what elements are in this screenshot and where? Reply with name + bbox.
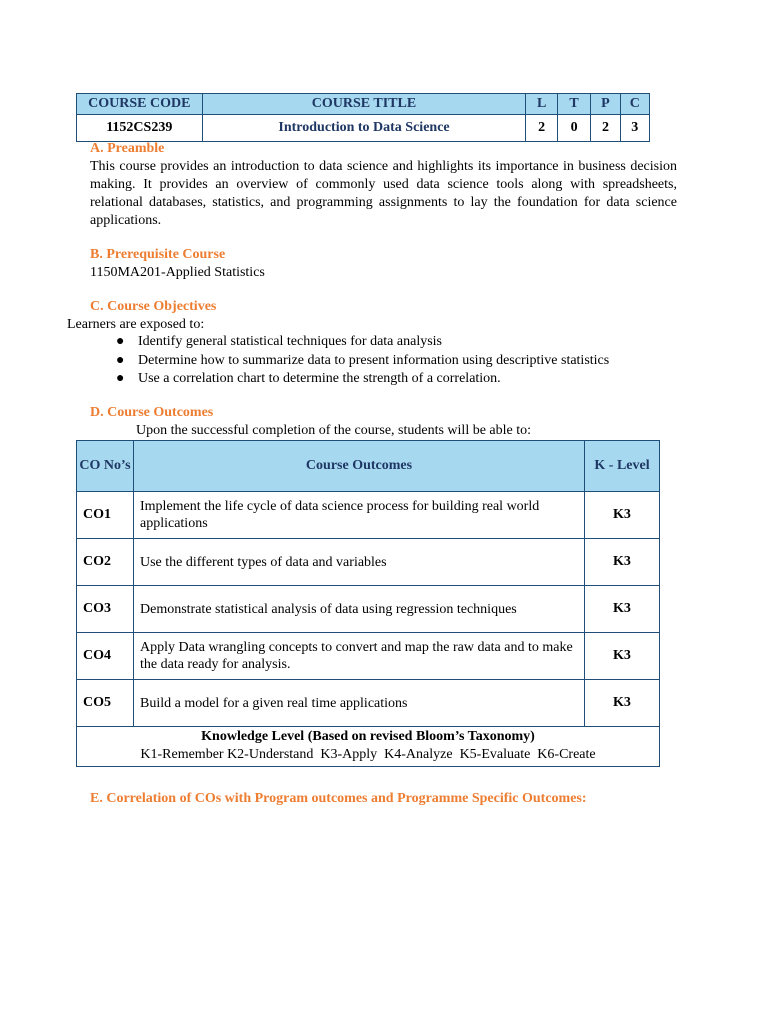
objectives-intro: Learners are exposed to: bbox=[67, 317, 205, 332]
prerequisite-text: 1150MA201-Applied Statistics bbox=[90, 265, 265, 280]
co-description: Apply Data wrangling concepts to convert and map the raw data and to make the data ready for analysis. bbox=[134, 633, 585, 680]
table-row bbox=[77, 633, 660, 680]
bullet-icon: ● bbox=[116, 352, 125, 368]
objectives-list bbox=[114, 333, 674, 389]
table-row bbox=[77, 680, 660, 727]
preamble-heading: A. Preamble bbox=[90, 141, 165, 156]
co-id: CO3 bbox=[77, 586, 134, 633]
header-course-code: COURSE CODE bbox=[77, 94, 203, 115]
course-info-table bbox=[76, 93, 650, 142]
objectives-heading: C. Course Objectives bbox=[90, 299, 217, 314]
co-k-level: K3 bbox=[585, 586, 660, 633]
co-k-level: K3 bbox=[585, 492, 660, 539]
header-l: L bbox=[526, 94, 557, 115]
header-course-title: COURSE TITLE bbox=[202, 94, 526, 115]
t-value: 0 bbox=[557, 115, 590, 142]
col-course-outcomes: Course Outcomes bbox=[134, 441, 585, 492]
header-p: P bbox=[591, 94, 620, 115]
course-info-value-row bbox=[77, 115, 650, 142]
co-id: CO5 bbox=[77, 680, 134, 727]
co-id: CO1 bbox=[77, 492, 134, 539]
course-outcomes-table bbox=[76, 440, 660, 767]
co-description: Demonstrate statistical analysis of data using regression techniques bbox=[134, 586, 585, 633]
co-k-level: K3 bbox=[585, 680, 660, 727]
correlation-heading: E. Correlation of COs with Program outcomes and Programme Specific Outcomes: bbox=[90, 791, 587, 806]
c-value: 3 bbox=[620, 115, 649, 142]
knowledge-level-list: K1-Remember K2-Understand K3-Apply K4-Analyze K5-Evaluate K6-Create bbox=[140, 747, 596, 762]
bullet-icon: ● bbox=[116, 334, 125, 349]
course-title-value: Introduction to Data Science bbox=[202, 115, 526, 142]
co-description: Implement the life cycle of data science process for building real world applications bbox=[134, 492, 585, 539]
co-k-level: K3 bbox=[585, 633, 660, 680]
p-value: 2 bbox=[591, 115, 620, 142]
prerequisite-heading: B. Prerequisite Course bbox=[90, 247, 226, 262]
knowledge-level-title: Knowledge Level (Based on revised Bloom’s Taxonomy) bbox=[201, 729, 535, 744]
bullet-icon: ● bbox=[116, 371, 125, 386]
co-description: Use the different types of data and variables bbox=[134, 539, 585, 586]
co-k-level: K3 bbox=[585, 539, 660, 586]
col-k-level: K - Level bbox=[585, 441, 660, 492]
outcomes-heading: D. Course Outcomes bbox=[90, 405, 214, 420]
objective-item: ● Identify general statistical techniques for data analysis bbox=[114, 333, 674, 352]
table-row bbox=[77, 539, 660, 586]
outcomes-intro: Upon the successful completion of the course, students will be able to: bbox=[136, 423, 532, 438]
co-description: Build a model for a given real time applications bbox=[134, 680, 585, 727]
l-value: 2 bbox=[526, 115, 557, 142]
table-row bbox=[77, 492, 660, 539]
preamble-text: This course provides an introduction to data science and highlights its importance in business decision making. It provides an overview of commonly used data science tools along with spreadsheets, relational databases, statistics, and programming assignments to lay the foundation for data science applications. bbox=[90, 159, 677, 228]
table-row bbox=[77, 586, 660, 633]
header-c: C bbox=[620, 94, 649, 115]
course-info-header-row bbox=[77, 94, 650, 115]
objective-item: ● Determine how to summarize data to present information using descriptive statistics bbox=[114, 352, 674, 371]
course-code-value: 1152CS239 bbox=[77, 115, 203, 142]
col-co-numbers: CO No’s bbox=[77, 441, 134, 492]
co-id: CO4 bbox=[77, 633, 134, 680]
knowledge-level-row bbox=[77, 727, 660, 767]
co-id: CO2 bbox=[77, 539, 134, 586]
knowledge-level-cell bbox=[77, 727, 660, 767]
header-t: T bbox=[557, 94, 590, 115]
objective-item: ● Use a correlation chart to determine the strength of a correlation. bbox=[114, 370, 674, 389]
outcomes-header-row bbox=[77, 441, 660, 492]
